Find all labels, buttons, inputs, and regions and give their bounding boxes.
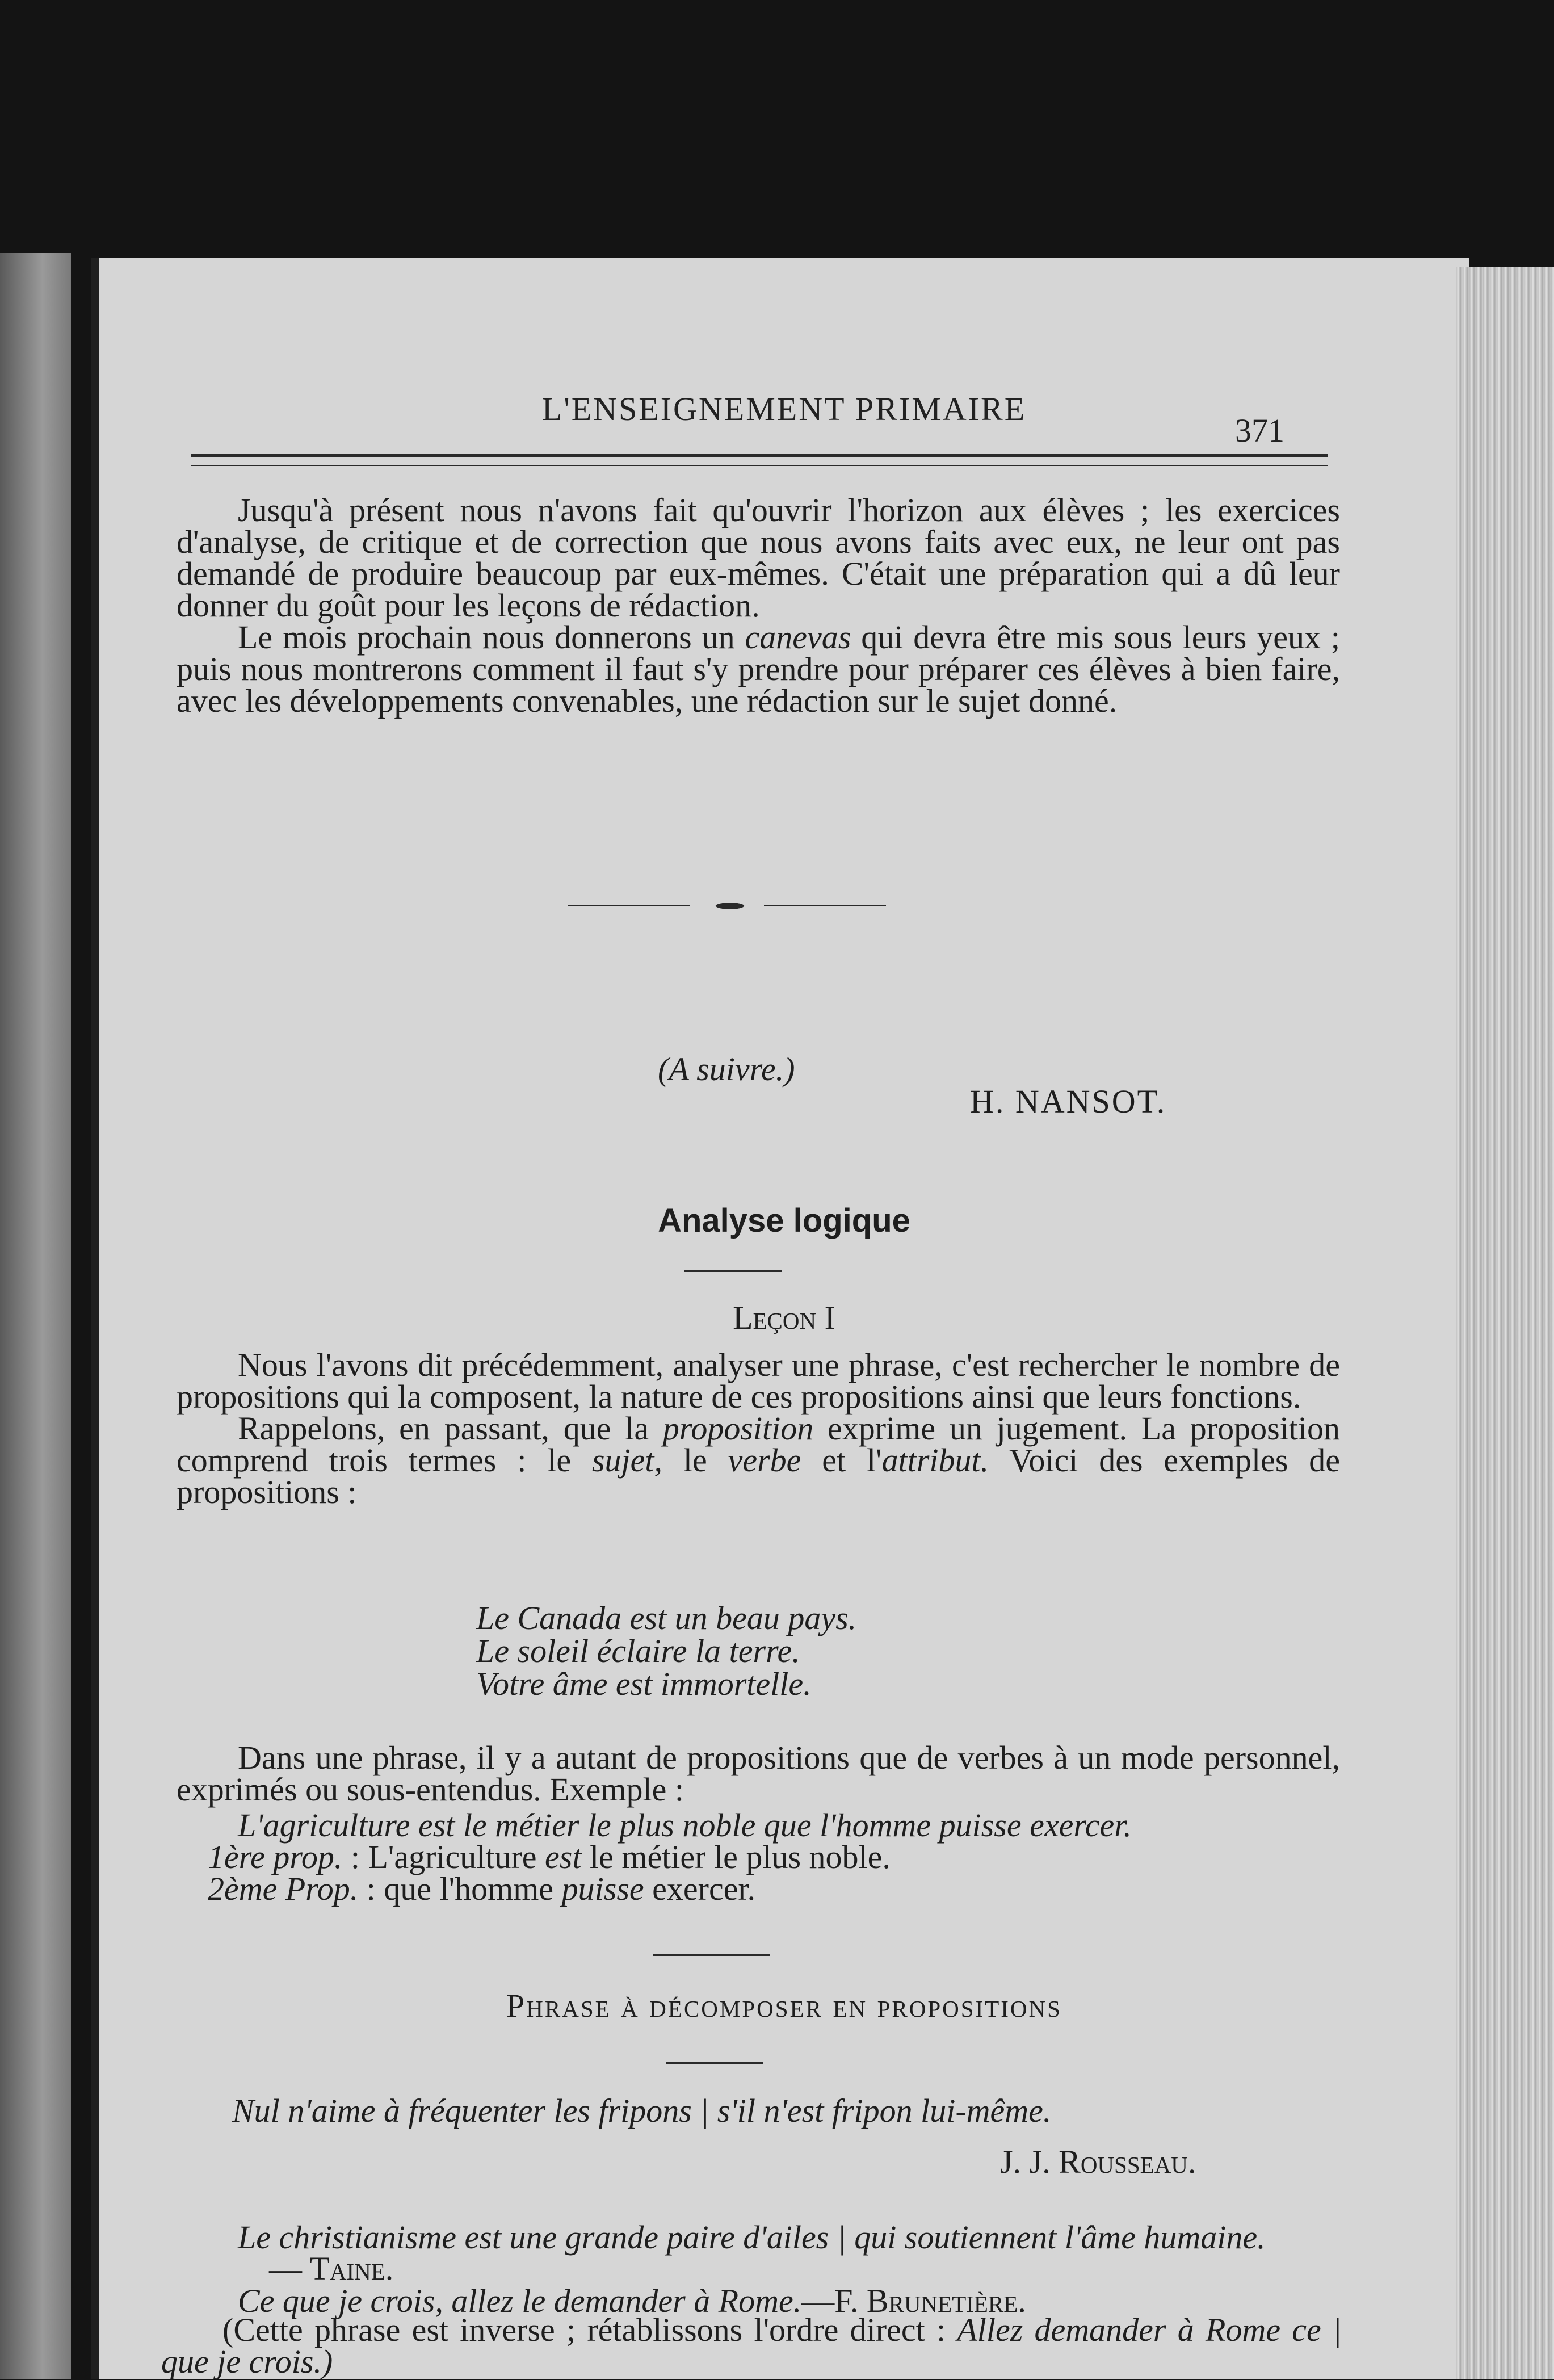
proposition-2: 2ème Prop. : que l'homme puisse exercer.: [208, 1870, 756, 1907]
rule-paragraph: [177, 1739, 1340, 1808]
intro-paragraph-2: Le mois prochain nous donnerons un canevas qui devra être mis sous leurs yeux ; puis nous montrerons comment il faut s'y prendre pour préparer ces élèves à bien faire, avec les développements convenables, une rédaction sur le sujet donné.: [177, 619, 1341, 719]
exercise-note: [161, 2311, 1342, 2380]
ornament-divider: [568, 900, 897, 912]
section-title: Analyse logique: [658, 1202, 910, 1239]
to-be-continued: (A suivre.): [658, 1051, 795, 1088]
lesson-paragraph-2: Rappelons, en passant, que la proposition exprime un jugement. La proposition comprend trois termes : le sujet, le verbe et l'attribut. Voici des exemples de propositions :: [177, 1410, 1341, 1510]
intro-paragraphs: [177, 494, 1340, 717]
exercise-rule-top: [653, 1954, 770, 1956]
lesson-paragraph-1: Nous l'avons dit précédemment, analyser une phrase, c'est rechercher le nombre de propositions qui la composent, la nature de ces propositions ainsi que leurs fonctions.: [177, 1346, 1340, 1415]
rule-paragraph-text: Dans une phrase, il y a autant de propositions que de verbes à un mode personnel, exprimés ou sous-entendus. Exemple :: [177, 1739, 1340, 1808]
exercise-note-text: (Cette phrase est inverse ; rétablissons l'ordre direct : Allez demander à Rome ce | que je crois.): [161, 2311, 1342, 2380]
exercise-rule-bottom: [666, 2062, 763, 2064]
exercise-sentence-3: Ce que je crois, allez le demander à Rome.—F. Brunetière.: [238, 2282, 1026, 2319]
title-rule: [684, 1270, 782, 1272]
example-sentence-1: Le Canada est un beau pays.: [476, 1600, 857, 1636]
left-page-edge: [0, 253, 71, 2379]
book-page: [91, 258, 1469, 2379]
intro-paragraph-1: Jusqu'à présent nous n'avons fait qu'ouvrir l'horizon aux élèves ; les exercices d'analyse, de critique et de correction que nous avons faits avec eux, ne leur ont pas demandé de produire beaucoup par eux-mêmes. C'était une préparation qui a dû leur donner du goût pour les leçons de rédaction.: [177, 492, 1340, 624]
lesson-heading: Leçon I: [733, 1299, 835, 1336]
example-full-sentence: L'agriculture est le métier le plus noble que l'homme puisse exercer.: [238, 1807, 1132, 1844]
page-number: 371: [1235, 412, 1284, 449]
exercise-author-2: — Taine.: [269, 2250, 394, 2287]
lesson-paragraphs: [177, 1346, 1341, 1510]
example-sentence-2: Le soleil éclaire la terre.: [476, 1632, 800, 1669]
exercise-heading: Phrase à décomposer en propositions: [506, 1987, 1062, 2024]
proposition-1: 1ère prop. : L'agriculture est le métier le plus noble.: [208, 1838, 891, 1875]
header-rule: [191, 454, 1328, 466]
page-stack-edge: [1456, 267, 1554, 2379]
author-signature: H. NANSOT.: [970, 1083, 1167, 1120]
running-title: L'ENSEIGNEMENT PRIMAIRE: [541, 391, 1027, 427]
exercise-author-1: J. J. Rousseau.: [1000, 2143, 1196, 2180]
exercise-sentence-1: Nul n'aime à fréquenter les fripons | s'il n'est fripon lui-même.: [232, 2092, 1052, 2129]
exercise-sentence-2: Le christianisme est une grande paire d'ailes | qui soutiennent l'âme humaine.: [238, 2219, 1266, 2256]
example-sentence-3: Votre âme est immortelle.: [476, 1665, 812, 1702]
